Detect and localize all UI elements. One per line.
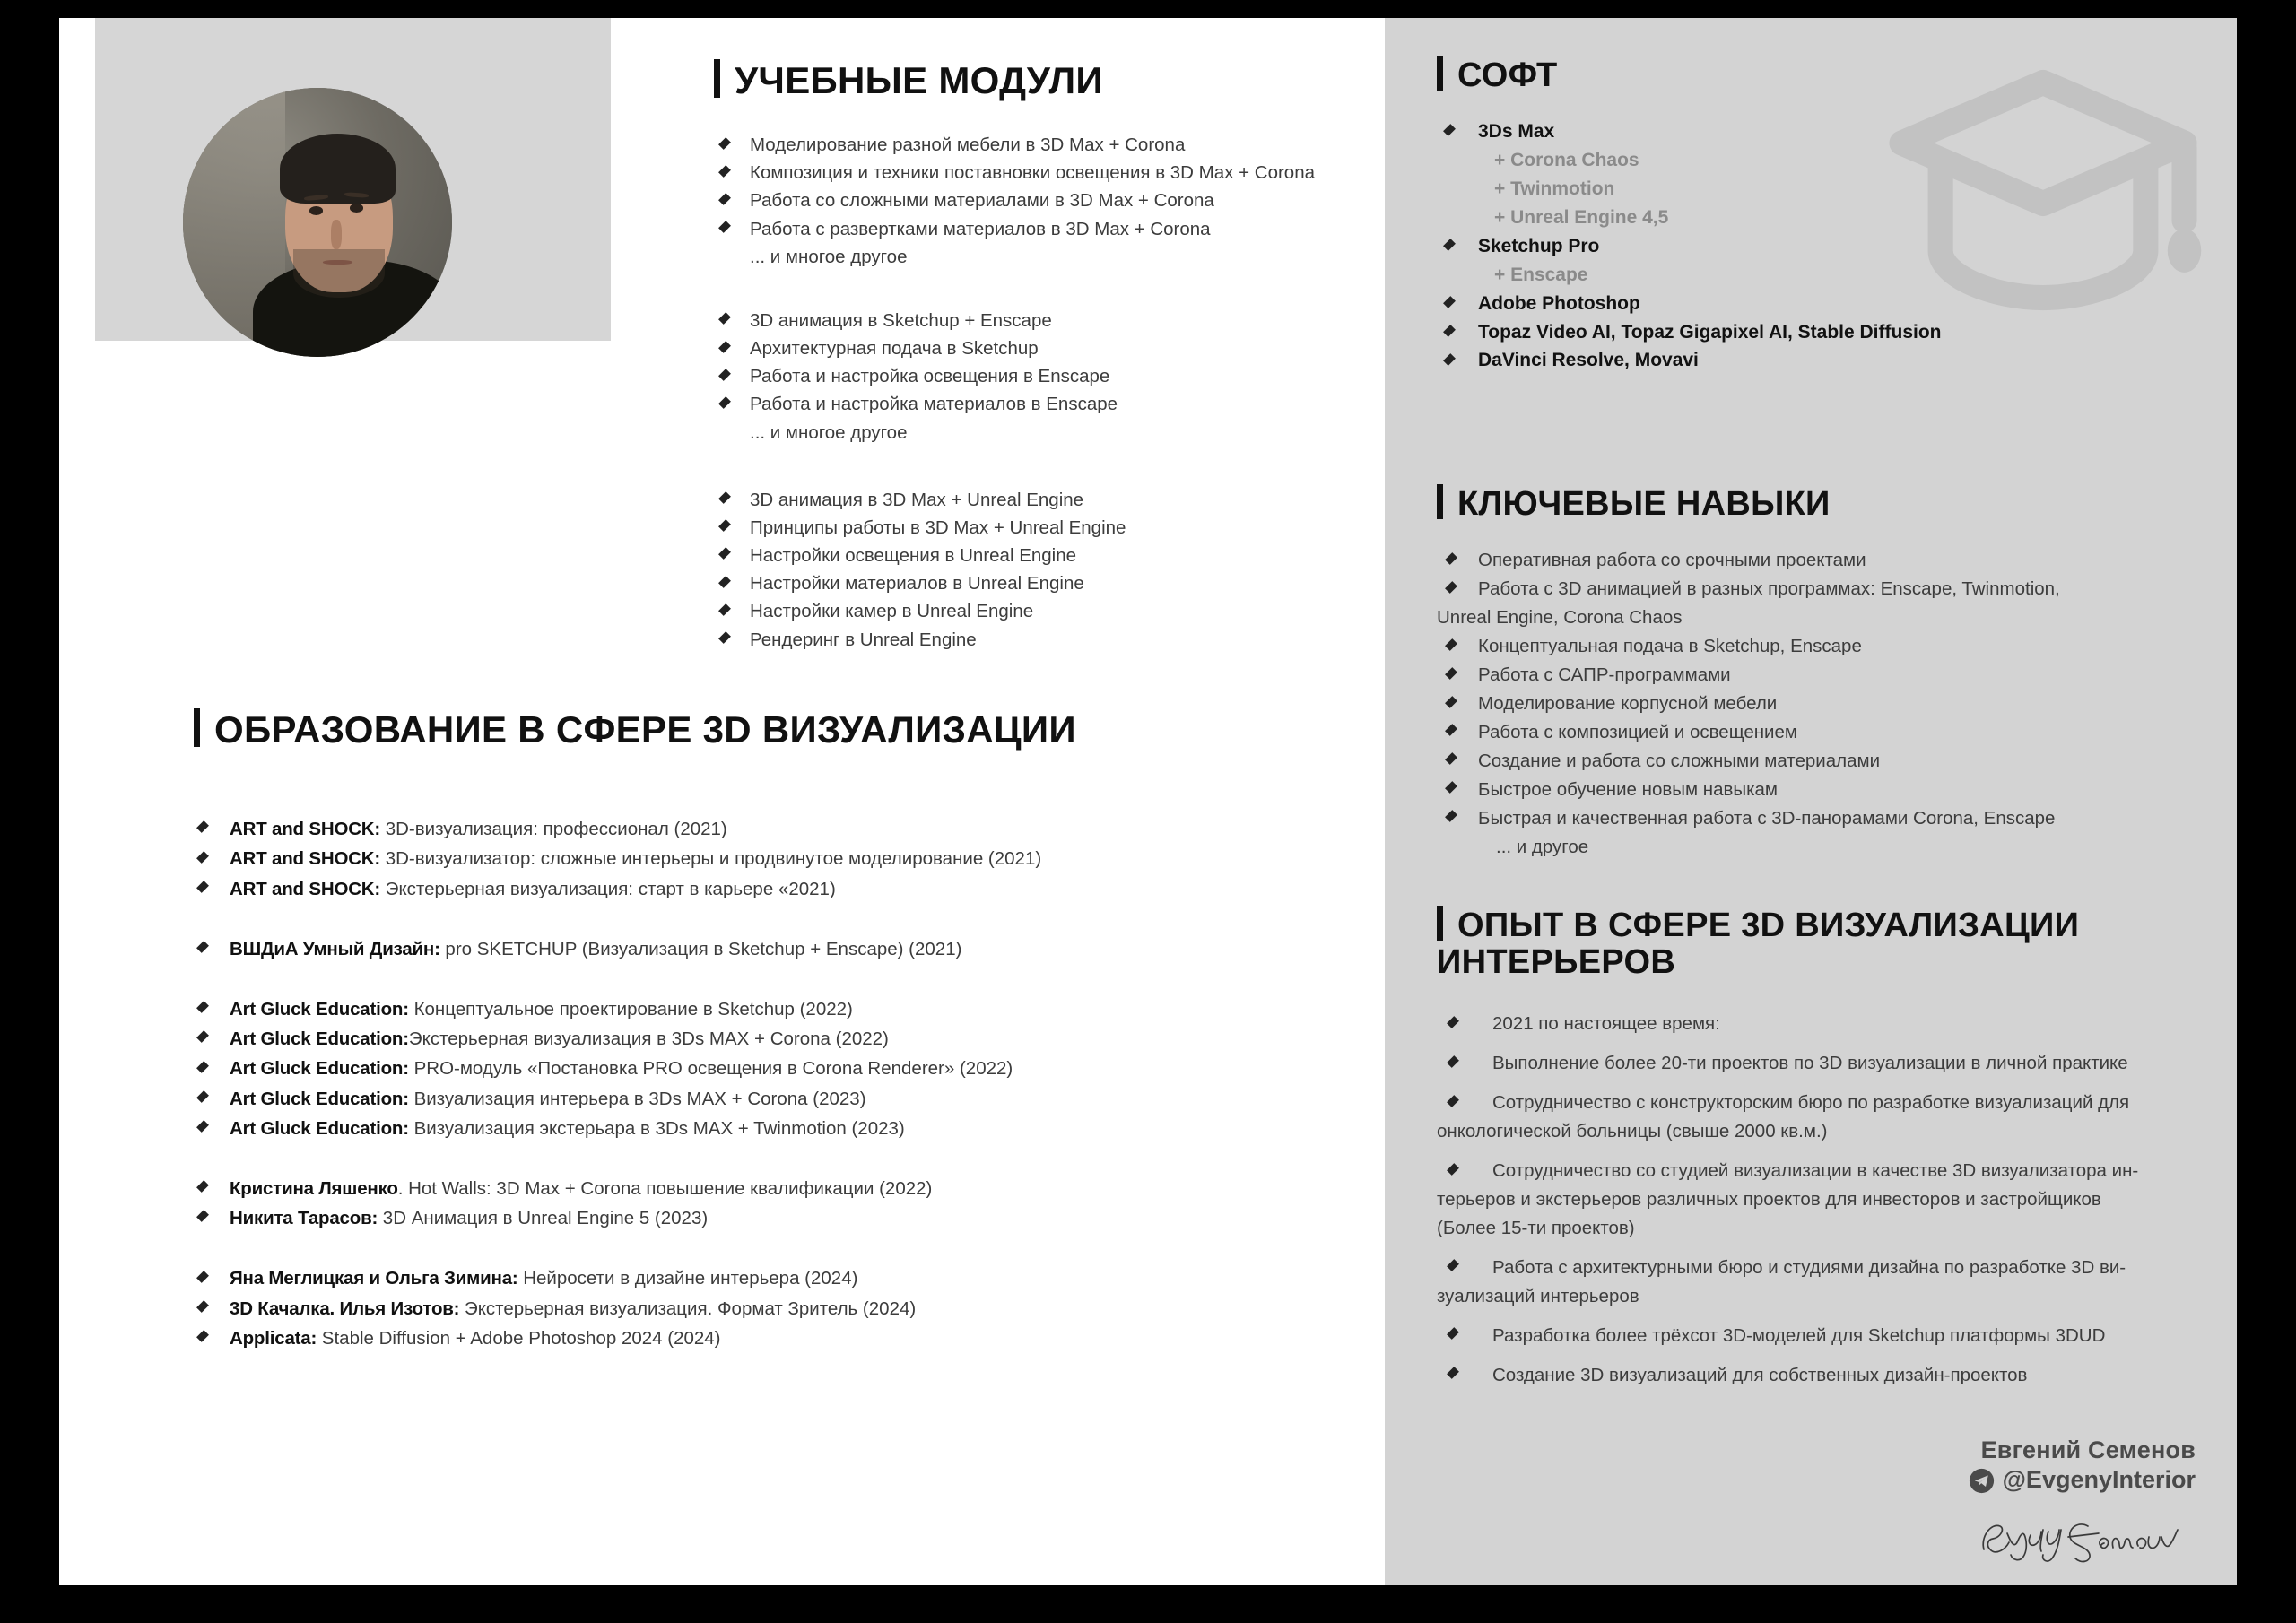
experience-label: 2021 по настоящее время:: [1492, 1013, 1720, 1035]
skill-label: Быстрая и качественная работа с 3D-панорамами Corona, Enscape: [1478, 807, 2056, 829]
education-entry: [194, 1203, 1342, 1233]
list-item-label: Принципы работы в 3D Max + Unreal Engine: [750, 516, 1126, 538]
experience-label-wrap: онкологической больницы (свыше 2000 кв.м.): [1437, 1121, 1828, 1142]
skill-item: [1437, 718, 2190, 747]
bullet-icon: [1443, 353, 1456, 366]
experience-label: Сотрудничество с конструкторским бюро по разработке визуализаций для: [1492, 1092, 2130, 1114]
title-bar-icon: [194, 708, 200, 747]
education-desc: PRO-модуль «Постановка PRO освещения в Corona Renderer» (2022): [408, 1058, 1013, 1080]
resume-page: [59, 18, 2237, 1585]
photo-block: [95, 18, 611, 341]
list-item: [714, 187, 1360, 214]
bullet-icon: [1445, 581, 1457, 594]
skill-item: [1437, 575, 2190, 632]
education-org: 3D Качалка. Илья Изотов:: [230, 1298, 460, 1319]
education-desc: Визуализация интерьера в 3Ds MAX + Corona (2023): [408, 1088, 866, 1109]
telegram-handle-text: @EvgenyInterior: [2002, 1466, 2196, 1494]
education-sublist: [194, 1174, 1342, 1233]
skill-item: [1437, 690, 2190, 718]
bullet-icon: [718, 603, 731, 616]
bullet-icon: [1443, 296, 1456, 308]
list-item-more: ... и многое другое: [750, 246, 908, 267]
experience-title: ОПЫТ В СФЕРЕ 3D ВИЗУАЛИЗАЦИИ ИНТЕРЬЕРОВ: [1437, 907, 2080, 982]
experience-label: Создание 3D визуализаций для собственных дизайн-проектов: [1492, 1364, 2028, 1385]
left-column: [59, 18, 1385, 1585]
education-desc: Концептуальное проектирование в Sketchup (2022): [408, 998, 853, 1020]
bullet-icon: [196, 1180, 209, 1193]
education-title: ОБРАЗОВАНИЕ В СФЕРЕ 3D ВИЗУАЛИЗАЦИИ: [194, 708, 1342, 750]
education-group: [194, 994, 1342, 1143]
bullet-icon: [1447, 1367, 1459, 1379]
education-sublist: [194, 814, 1342, 904]
education-org: ART and SHOCK:: [230, 848, 381, 870]
modules-sublist: [714, 486, 1360, 654]
experience-label-wrap: терьеров и экстерьеров различных проектов для инвесторов и застройщиков: [1437, 1189, 2101, 1211]
experience-item: [1437, 1361, 2226, 1390]
list-item: [714, 626, 1360, 654]
education-desc: 3D-визуализатор: сложные интерьеры и продвинутое моделирование (2021): [380, 848, 1042, 870]
education-desc: . Hot Walls: 3D Max + Corona повышение квалификации (2022): [397, 1177, 933, 1199]
experience-section: [1437, 906, 2226, 1401]
software-list: [1437, 117, 1942, 375]
education-sublist: [194, 1263, 1342, 1353]
skill-label: Работа с 3D анимацией в разных программах: Enscape, Twinmotion,: [1478, 578, 2060, 600]
experience-item: [1437, 1322, 2226, 1350]
software-sub-item: [1437, 175, 1939, 204]
education-org: Кристина Ляшенко: [230, 1177, 398, 1199]
bullet-icon: [1445, 781, 1457, 794]
list-item-label: Настройки материалов в Unreal Engine: [750, 573, 1084, 595]
education-entry: [194, 994, 1342, 1024]
list-item: [714, 486, 1360, 514]
education-org: Яна Меглицкая и Ольга Зимина:: [230, 1268, 518, 1289]
bullet-icon: [196, 1090, 209, 1103]
bullet-icon: [718, 396, 731, 409]
experience-item: [1437, 1089, 2226, 1146]
modules-group: [714, 131, 1360, 271]
education-org: Art Gluck Education:: [230, 1058, 409, 1080]
skill-item: [1437, 776, 2190, 804]
education-sublist: [194, 934, 1342, 964]
bullet-icon: [1445, 725, 1457, 737]
bullet-icon: [718, 137, 731, 150]
skill-item: [1437, 546, 2190, 575]
education-org: ART and SHOCK:: [230, 878, 381, 899]
title-bar-icon: [1437, 484, 1443, 519]
right-column: [1385, 18, 2237, 1585]
education-groups: [194, 814, 1342, 1353]
bullet-icon: [196, 1061, 209, 1073]
experience-label: Сотрудничество со студией визуализации в качестве 3D визуализатора ин-: [1492, 1160, 2139, 1182]
bullet-icon: [1443, 325, 1456, 337]
bullet-icon: [718, 369, 731, 381]
skill-label: Моделирование корпусной мебели: [1478, 693, 1778, 715]
bullet-icon: [718, 193, 731, 205]
bullet-icon: [1445, 696, 1457, 708]
bullet-icon: [196, 1001, 209, 1013]
telegram-handle[interactable]: [1969, 1465, 2196, 1496]
education-desc: Экстерьерная визуализация в 3Ds MAX + Corona (2022): [408, 1028, 889, 1050]
title-bar-icon: [1437, 906, 1443, 941]
education-desc: Stable Diffusion + Adobe Photoshop 2024 (2024): [317, 1327, 721, 1349]
bullet-icon: [1447, 1095, 1459, 1107]
title-bar-icon: [714, 59, 720, 98]
modules-sublist: [714, 307, 1360, 447]
avatar: [183, 88, 452, 357]
bullet-icon: [1443, 239, 1456, 251]
education-entry: [194, 1024, 1342, 1054]
list-item-label: Настройки освещения в Unreal Engine: [750, 545, 1077, 567]
education-desc: Экстерьерная визуализация. Формат Зритель (2024): [459, 1298, 917, 1319]
education-entry: [194, 1174, 1342, 1203]
education-group: [194, 934, 1342, 964]
bullet-icon: [718, 165, 731, 178]
software-label: Adobe Photoshop: [1478, 292, 1640, 314]
education-entry: [194, 1084, 1342, 1114]
modules-group: [714, 307, 1360, 447]
software-label: DaVinci Resolve, Movavi: [1478, 350, 1699, 371]
education-org: ART and SHOCK:: [230, 819, 381, 840]
list-item-label: Рендеринг в Unreal Engine: [750, 629, 977, 650]
bullet-icon: [718, 519, 731, 532]
list-item: [714, 334, 1360, 362]
bullet-icon: [718, 312, 731, 325]
skill-label-wrap: Unreal Engine, Corona Chaos: [1437, 607, 1683, 629]
modules-title: УЧЕБНЫЕ МОДУЛИ: [714, 59, 1360, 100]
education-org: Art Gluck Education:: [230, 1088, 409, 1109]
experience-item: [1437, 1157, 2226, 1243]
list-item-label: Композиция и техники поставновки освещения в 3D Max + Corona: [750, 162, 1316, 184]
education-section: [194, 708, 1342, 1353]
bullet-icon: [718, 576, 731, 588]
software-sub-item: [1437, 146, 1939, 175]
bullet-icon: [718, 491, 731, 504]
software-section: [1437, 56, 1942, 375]
bullet-icon: [1445, 667, 1457, 680]
software-item: [1437, 117, 1939, 146]
list-item-label: 3D анимация в 3D Max + Unreal Engine: [750, 489, 1084, 510]
signature: [1969, 1510, 2196, 1566]
skills-section: [1437, 484, 2190, 862]
bullet-icon: [196, 881, 209, 893]
list-item: [714, 514, 1360, 542]
experience-label: Выполнение более 20-ти проектов по 3D визуализации в личной практике: [1492, 1053, 2128, 1074]
bullet-icon: [196, 1300, 209, 1313]
education-org: Art Gluck Education:: [230, 1028, 409, 1050]
bullet-icon: [1445, 810, 1457, 822]
skills-title: КЛЮЧЕВЫЕ НАВЫКИ: [1437, 484, 2190, 523]
education-entry: [194, 1054, 1342, 1083]
experience-list: [1437, 1010, 2226, 1390]
skill-item-more: ... и другое: [1496, 836, 1589, 857]
experience-title-line2: ИНТЕРЬЕРОВ: [1437, 943, 1676, 982]
bullet-icon: [1445, 638, 1457, 651]
list-item-label: 3D анимация в Sketchup + Enscape: [750, 309, 1052, 331]
education-desc: Экстерьерная визуализация: старт в карьере «2021): [380, 878, 836, 899]
bullet-icon: [1445, 753, 1457, 766]
software-sub-item: [1437, 261, 1939, 290]
bullet-icon: [196, 1330, 209, 1342]
software-label: + Unreal Engine 4,5: [1494, 206, 1669, 228]
skill-item: [1437, 747, 2190, 776]
software-title: СОФТ: [1437, 56, 1939, 94]
list-item-label: Работа и настройка освещения в Enscape: [750, 366, 1110, 387]
list-item-more: ... и многое другое: [750, 421, 908, 443]
software-label: + Corona Chaos: [1494, 150, 1639, 171]
software-label: + Enscape: [1494, 264, 1588, 285]
experience-label: Работа с архитектурными бюро и студиями дизайна по разработке 3D ви-: [1492, 1257, 2126, 1279]
experience-item: [1437, 1254, 2226, 1311]
bullet-icon: [1447, 1163, 1459, 1176]
bullet-icon: [196, 1120, 209, 1133]
software-label: Topaz Video AI, Topaz Gigapixel AI, Stable Diffusion: [1478, 321, 1942, 343]
education-entry: [194, 934, 1342, 964]
bullet-icon: [1447, 1055, 1459, 1068]
telegram-icon: [1969, 1468, 1995, 1494]
bullet-icon: [196, 820, 209, 833]
software-label: + Twinmotion: [1494, 178, 1615, 200]
skill-label: Создание и работа со сложными материалами: [1478, 751, 1881, 772]
skill-label: Быстрое обучение новым навыкам: [1478, 778, 1779, 800]
experience-label-wrap: (Более 15-ти проектов): [1437, 1218, 1635, 1239]
experience-label-wrap: зуализаций интерьеров: [1437, 1286, 1639, 1307]
list-item: [714, 307, 1360, 334]
skill-item: [1437, 632, 2190, 661]
education-entry: [194, 814, 1342, 844]
modules-sublist: [714, 131, 1360, 271]
bullet-icon: [718, 221, 731, 233]
education-group: [194, 1174, 1342, 1233]
bullet-icon: [1447, 1327, 1459, 1340]
bullet-icon: [1445, 552, 1457, 565]
list-item: [714, 159, 1360, 187]
list-item-label: Работа и настройка материалов в Enscape: [750, 394, 1118, 415]
list-item-label: Архитектурная подача в Sketchup: [750, 338, 1039, 360]
list-item: [714, 362, 1360, 390]
education-entry: [194, 1294, 1342, 1324]
education-org: Applicata:: [230, 1327, 317, 1349]
list-item-label: Моделирование разной мебели в 3D Max + Corona: [750, 135, 1186, 156]
software-item: [1437, 232, 1939, 261]
software-label: 3Ds Max: [1478, 121, 1555, 143]
skill-item: [1437, 661, 2190, 690]
list-item-label: Работа со сложными материалами в 3D Max + Corona: [750, 190, 1214, 212]
bullet-icon: [718, 341, 731, 353]
title-bar-icon: [1437, 56, 1443, 91]
education-entry: [194, 1114, 1342, 1143]
list-item-label: Настройки камер в Unreal Engine: [750, 601, 1034, 622]
list-item: [714, 542, 1360, 569]
education-group: [194, 814, 1342, 904]
education-entry: [194, 844, 1342, 873]
skill-label: Концептуальная подача в Sketchup, Enscape: [1478, 636, 1862, 657]
education-desc: Визуализация экстерьара в 3Ds MAX + Twinmotion (2023): [408, 1117, 905, 1139]
education-org: Art Gluck Education:: [230, 998, 409, 1020]
signature-icon: [1971, 1510, 2196, 1566]
software-label: Sketchup Pro: [1478, 235, 1600, 256]
education-sublist: [194, 994, 1342, 1143]
education-group: [194, 1263, 1342, 1353]
education-desc: pro SKETCHUP (Визуализация в Sketchup + Enscape) (2021): [439, 938, 962, 959]
bullet-icon: [196, 1211, 209, 1223]
software-item: [1437, 346, 1939, 375]
bullet-icon: [1447, 1016, 1459, 1028]
bullet-icon: [1443, 124, 1456, 136]
modules-group: [714, 486, 1360, 654]
education-org: Никита Тарасов:: [230, 1208, 378, 1229]
education-desc: 3D Анимация в Unreal Engine 5 (2023): [378, 1208, 709, 1229]
footer: [1969, 1436, 2196, 1567]
software-sub-item: [1437, 204, 1939, 232]
skills-list: [1437, 546, 2190, 862]
education-desc: 3D-визуализация: профессионал (2021): [380, 819, 727, 840]
skill-item: [1437, 804, 2190, 833]
modules-section: [714, 59, 1360, 654]
skill-label: Работа с САПР-программами: [1478, 664, 1731, 686]
list-item: [714, 131, 1360, 159]
list-item: [714, 597, 1360, 625]
education-entry: [194, 1263, 1342, 1293]
education-entry: [194, 874, 1342, 904]
skill-label: Работа с композицией и освещением: [1478, 722, 1798, 743]
bullet-icon: [196, 941, 209, 953]
author-name: Евгений Семенов: [1980, 1436, 2196, 1463]
bullet-icon: [718, 548, 731, 560]
skill-label: Оперативная работа со срочными проектами: [1478, 550, 1866, 571]
education-org: Art Gluck Education:: [230, 1117, 409, 1139]
list-item-label: Работа с развертками материалов в 3D Max + Corona: [750, 218, 1211, 239]
modules-groups: [714, 131, 1360, 654]
experience-label: Разработка более трёхсот 3D-моделей для Sketchup платформы 3DUD: [1492, 1324, 2106, 1346]
education-desc: Нейросети в дизайне интерьера (2024): [517, 1268, 858, 1289]
bullet-icon: [196, 851, 209, 864]
experience-item: [1437, 1010, 2226, 1038]
list-item: [714, 569, 1360, 597]
list-item: [714, 215, 1360, 243]
bullet-icon: [718, 631, 731, 644]
bullet-icon: [196, 1030, 209, 1043]
bullet-icon: [196, 1271, 209, 1283]
experience-item: [1437, 1049, 2226, 1078]
education-entry: [194, 1324, 1342, 1353]
education-org: ВШДиА Умный Дизайн:: [230, 938, 440, 959]
software-item: [1437, 318, 1942, 347]
list-item: [714, 390, 1360, 418]
software-item: [1437, 290, 1939, 318]
bullet-icon: [1447, 1260, 1459, 1272]
